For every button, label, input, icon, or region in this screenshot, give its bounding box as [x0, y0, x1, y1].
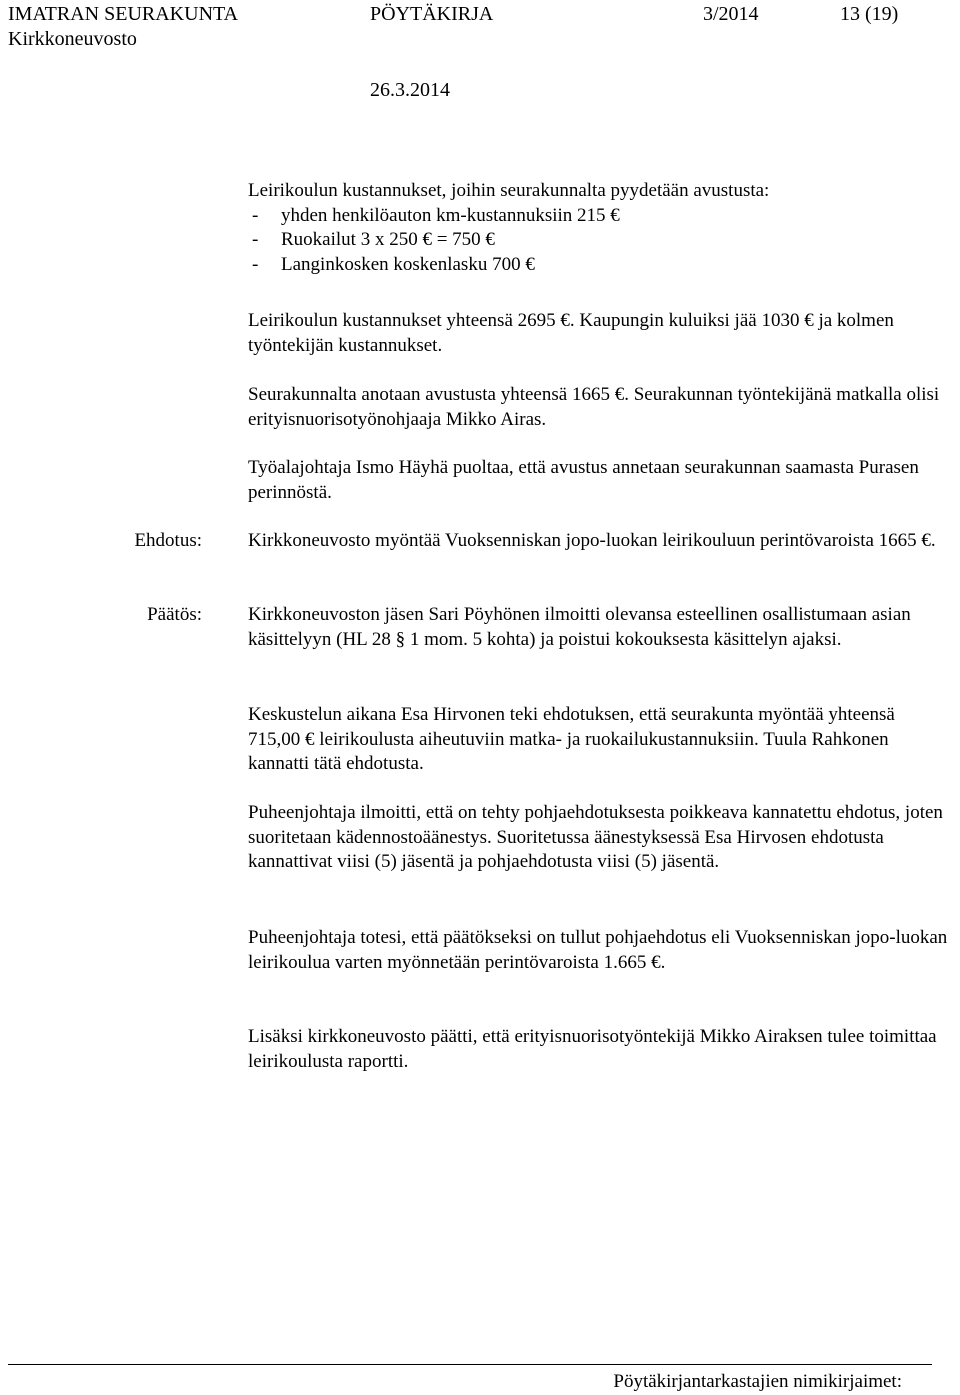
cost-item: - Langinkosken koskenlasku 700 €: [248, 253, 948, 278]
meeting-date: 26.3.2014: [370, 79, 450, 101]
cost-item: - yhden henkilöauton km-kustannuksiin 215 €: [248, 204, 948, 229]
decision-paragraph: Keskustelun aikana Esa Hirvonen teki ehdotuksen, että seurakunta myöntää yhteensä 715,00 € leirikoulusta aiheutuviin matka- ja ruokailukustannuksiin. Tuula Rahkonen kannatti tätä ehdotusta.: [248, 704, 895, 774]
decision-paragraph: Lisäksi kirkkoneuvosto päätti, että erityisnuorisotyöntekijä Mikko Airaksen tulee toimittaa leirikoulusta raportti.: [248, 1026, 937, 1072]
document-number: 3/2014: [703, 3, 759, 25]
cost-section: [248, 179, 948, 277]
page-number: 13 (19): [840, 3, 899, 25]
decision-label: Päätös:: [147, 604, 202, 625]
proposal-paragraph: Kirkkoneuvosto myöntää Vuoksenniskan jopo-luokan leirikouluun perintövaroista 1665 €.: [248, 530, 936, 551]
cost-item: - Ruokailut 3 x 250 € = 750 €: [248, 228, 948, 253]
signature-divider: [8, 1364, 932, 1365]
intro-paragraph: Leirikoulun kustannukset, joihin seurakunnalta pyydetään avustusta:: [248, 180, 770, 201]
signature-label: Pöytäkirjantarkastajien nimikirjaimet:: [613, 1371, 902, 1392]
cost-list: [248, 204, 948, 278]
meeting-body: Kirkkoneuvosto: [8, 28, 137, 50]
decision-paragraph: Kirkkoneuvoston jäsen Sari Pöyhönen ilmoitti olevansa esteellinen osallistumaan asian käsittelyyn (HL 28 § 1 mom. 5 kohta) ja poistui kokouksesta käsittelyn ajaksi.: [248, 604, 911, 650]
decision-paragraph: Puheenjohtaja totesi, että päätökseksi on tullut pohjaehdotus eli Vuoksenniskan jopo-luokan leirikoulua varten myönnetään perintövaroista 1.665 €.: [248, 927, 948, 973]
organization-name: IMATRAN SEURAKUNTA: [8, 3, 239, 25]
request-paragraph: Seurakunnalta anotaan avustusta yhteensä 1665 €. Seurakunnan työntekijänä matkalla olisi erityisnuorisotyönohjaaja Mikko Airas.: [248, 384, 940, 430]
document-type: PÖYTÄKIRJA: [370, 3, 494, 25]
supervisor-paragraph: Työalajohtaja Ismo Häyhä puoltaa, että avustus annetaan seurakunnan saamasta Purasen perinnöstä.: [248, 457, 919, 503]
total-paragraph: Leirikoulun kustannukset yhteensä 2695 €. Kaupungin kuluiksi jää 1030 € ja kolmen työntekijän kustannukset.: [248, 310, 894, 356]
decision-paragraph: Puheenjohtaja ilmoitti, että on tehty pohjaehdotuksesta poikkeava kannatettu ehdotus, joten suoritetaan kädennostoäänestys. Suoritetussa äänestyksessä Esa Hirvosen ehdotusta kannattivat viisi (5) jäsentä ja pohjaehdotusta viisi (5) jäsentä.: [248, 802, 943, 872]
proposal-label: Ehdotus:: [134, 530, 202, 551]
